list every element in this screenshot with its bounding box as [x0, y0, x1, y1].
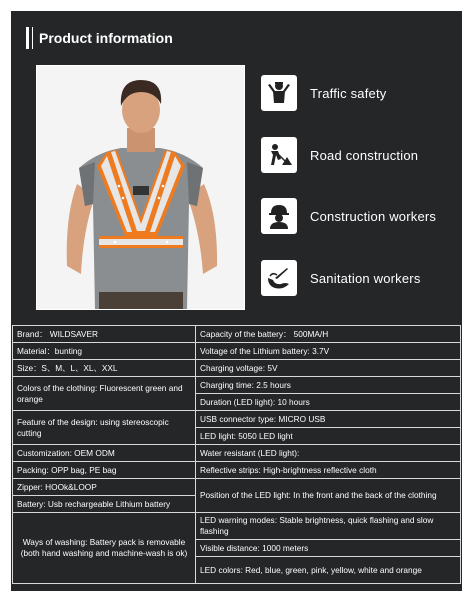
spec-table	[12, 325, 461, 584]
spec-cell-washing: Ways of washing: Battery pack is removable (both hand washing and machine-wash is ok)	[13, 513, 196, 584]
table-row	[13, 360, 461, 377]
spec-cell: Zipper: HOOk&LOOP	[13, 479, 196, 496]
spec-cell: USB connector type: MICRO USB	[196, 411, 461, 428]
hard-hat-worker-icon	[261, 198, 297, 234]
spec-cell: Reflective strips: High-brightness reflective cloth	[196, 462, 461, 479]
page-title: Product information	[39, 30, 173, 46]
table-row	[13, 445, 461, 462]
spec-cell: Position of the LED light: In the front and the back of the clothing	[196, 479, 461, 513]
spec-cell: Voltage of the Lithium battery: 3.7V	[196, 343, 461, 360]
model-wearing-vest-image	[37, 66, 244, 309]
spec-cell: LED warning modes: Stable brightness, quick flashing and slow flashing	[196, 513, 461, 540]
spec-cell: LED colors: Red, blue, green, pink, yellow, white and orange	[196, 557, 461, 584]
product-info-panel	[11, 11, 462, 591]
spec-cell: Packing: OPP bag, PE bag	[13, 462, 196, 479]
spec-cell: Colors of the clothing: Fluorescent green and orange	[13, 377, 196, 411]
table-row	[13, 326, 461, 343]
table-row	[13, 462, 461, 479]
spec-cell: LED light: 5050 LED light	[196, 428, 461, 445]
spec-cell: Charging voltage: 5V	[196, 360, 461, 377]
traffic-police-icon	[261, 75, 297, 111]
header-bar-thin-icon	[32, 27, 33, 49]
spec-cell: Feature of the design: using stereoscopic cutting	[13, 411, 196, 445]
section-header	[26, 26, 173, 50]
feature-label: Traffic safety	[310, 85, 387, 101]
spec-cell: Capacity of the battery： 500MA/H	[196, 326, 461, 343]
sanitation-icon	[261, 260, 297, 296]
spec-cell: Charging time: 2.5 hours	[196, 377, 461, 394]
feature-label: Construction workers	[310, 208, 437, 224]
spec-cell: Material：bunting	[13, 343, 196, 360]
header-bar-icon	[26, 27, 29, 49]
product-photo	[36, 65, 245, 310]
spec-cell: Size：S、M、L、XL、XXL	[13, 360, 196, 377]
table-row	[13, 513, 461, 540]
spec-cell: Brand： WILDSAVER	[13, 326, 196, 343]
spec-cell: Battery: Usb rechargeable Lithium battery	[13, 496, 196, 513]
spec-cell: Duration (LED light): 10 hours	[196, 394, 461, 411]
feature-sanitation-workers	[261, 260, 421, 296]
feature-label: Road construction	[310, 147, 419, 163]
table-row	[13, 343, 461, 360]
spec-cell: Visible distance: 1000 meters	[196, 540, 461, 557]
spec-cell: Customization: OEM ODM	[13, 445, 196, 462]
feature-traffic-safety	[261, 75, 387, 111]
road-worker-icon	[261, 137, 297, 173]
feature-road-construction	[261, 137, 418, 173]
feature-label: Sanitation workers	[310, 270, 421, 286]
table-row	[13, 411, 461, 428]
table-row	[13, 479, 461, 496]
table-row	[13, 377, 461, 394]
feature-construction-workers	[261, 198, 436, 234]
spec-cell: Water resistant (LED light):	[196, 445, 461, 462]
